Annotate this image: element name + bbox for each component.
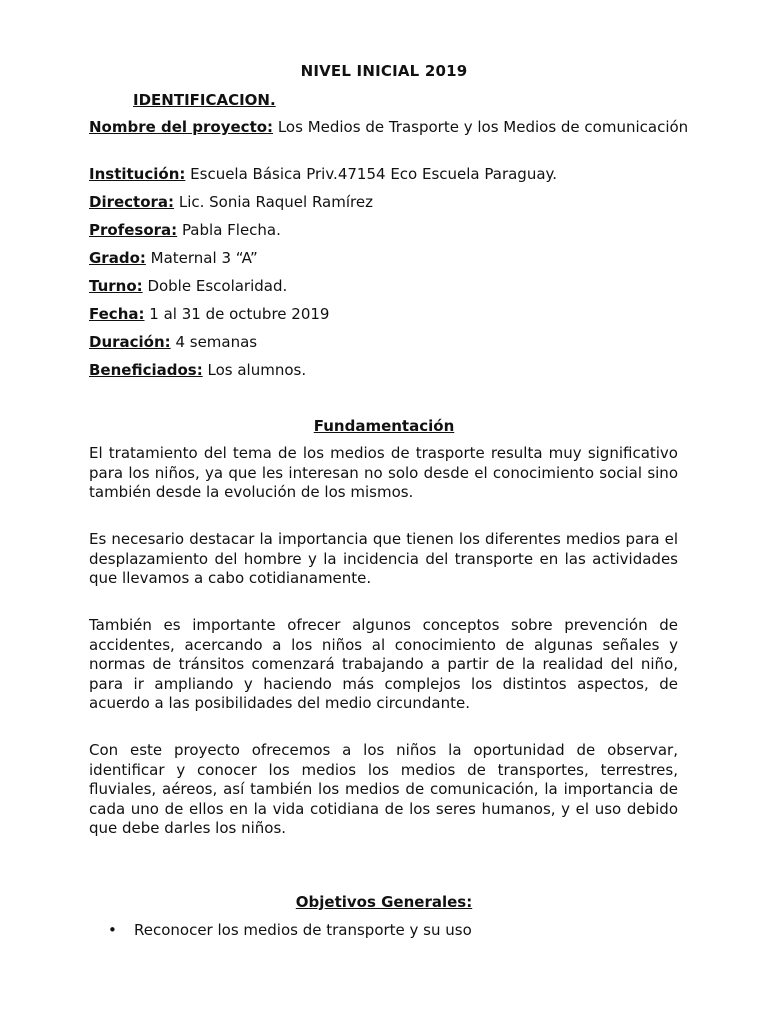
field-label: Grado: [89, 249, 146, 267]
field-label: Fecha: [89, 305, 145, 323]
paragraph: Con este proyecto ofrecemos a los niños la oportunidad de observar, identificar y conocer los medios los medios de transportes, terrestres, fluviales, aéreos, así también los medios de comunicación, la importancia de cada uno de ellos en la vida cotidiana de los seres humanos, y el uso debido que debe darles los niños. [89, 741, 678, 838]
field-value: Los Medios de Trasporte y los Medios de comunicación [277, 118, 689, 136]
field-label: Turno: [89, 277, 143, 295]
field-label: Nombre del proyecto: [89, 118, 274, 136]
list-item-text: Reconocer los medios de transporte y su uso [134, 921, 472, 939]
list-item [108, 920, 472, 940]
section-identificacion-title: IDENTIFICACION. [133, 91, 276, 109]
field-value: Doble Escolaridad. [147, 277, 288, 295]
paragraph: También es importante ofrecer algunos conceptos sobre prevención de accidentes, acercando a los niños al conocimiento de algunas señales y normas de tránsitos comenzará trabajando a partir de la realidad del niño, para ir ampliando y haciendo más complejos los distintos aspectos, de acuerdo a las posibilidades del medio circundante. [89, 616, 678, 713]
field-value: Escuela Básica Priv.47154 Eco Escuela Paraguay. [190, 165, 558, 183]
field-label: Institución: [89, 165, 186, 183]
field-value: Los alumnos. [207, 361, 307, 379]
field-nombre-proyecto [89, 118, 689, 137]
field-grado [89, 249, 689, 268]
field-value: Lic. Sonia Raquel Ramírez [178, 193, 373, 211]
field-value: Pabla Flecha. [181, 221, 281, 239]
field-label: Duración: [89, 333, 171, 351]
field-institucion [89, 165, 689, 184]
paragraph: Es necesario destacar la importancia que tienen los diferentes medios para el desplazamiento del hombre y la incidencia del transporte en las actividades que llevamos a cabo cotidianamente. [89, 530, 678, 588]
section-objetivos-title: Objetivos Generales: [295, 893, 473, 911]
field-label: Profesora: [89, 221, 178, 239]
field-value: 1 al 31 de octubre 2019 [149, 305, 330, 323]
field-duracion [89, 333, 689, 352]
field-turno [89, 277, 689, 296]
document-title: NIVEL INICIAL 2019 [300, 62, 468, 80]
section-fundamentacion-title: Fundamentación [313, 417, 455, 435]
paragraph: El tratamiento del tema de los medios de trasporte resulta muy significativo para los niños, ya que les interesan no solo desde el conocimiento social sino también desde la evolución de los mismos. [89, 444, 678, 502]
field-value: 4 semanas [175, 333, 258, 351]
bullet-icon: • [108, 921, 117, 939]
field-fecha [89, 305, 689, 324]
field-label: Beneficiados: [89, 361, 203, 379]
field-label: Directora: [89, 193, 175, 211]
field-beneficiados [89, 361, 689, 380]
field-value: Maternal 3 “A” [150, 249, 258, 267]
field-profesora [89, 221, 689, 240]
field-directora [89, 193, 689, 212]
